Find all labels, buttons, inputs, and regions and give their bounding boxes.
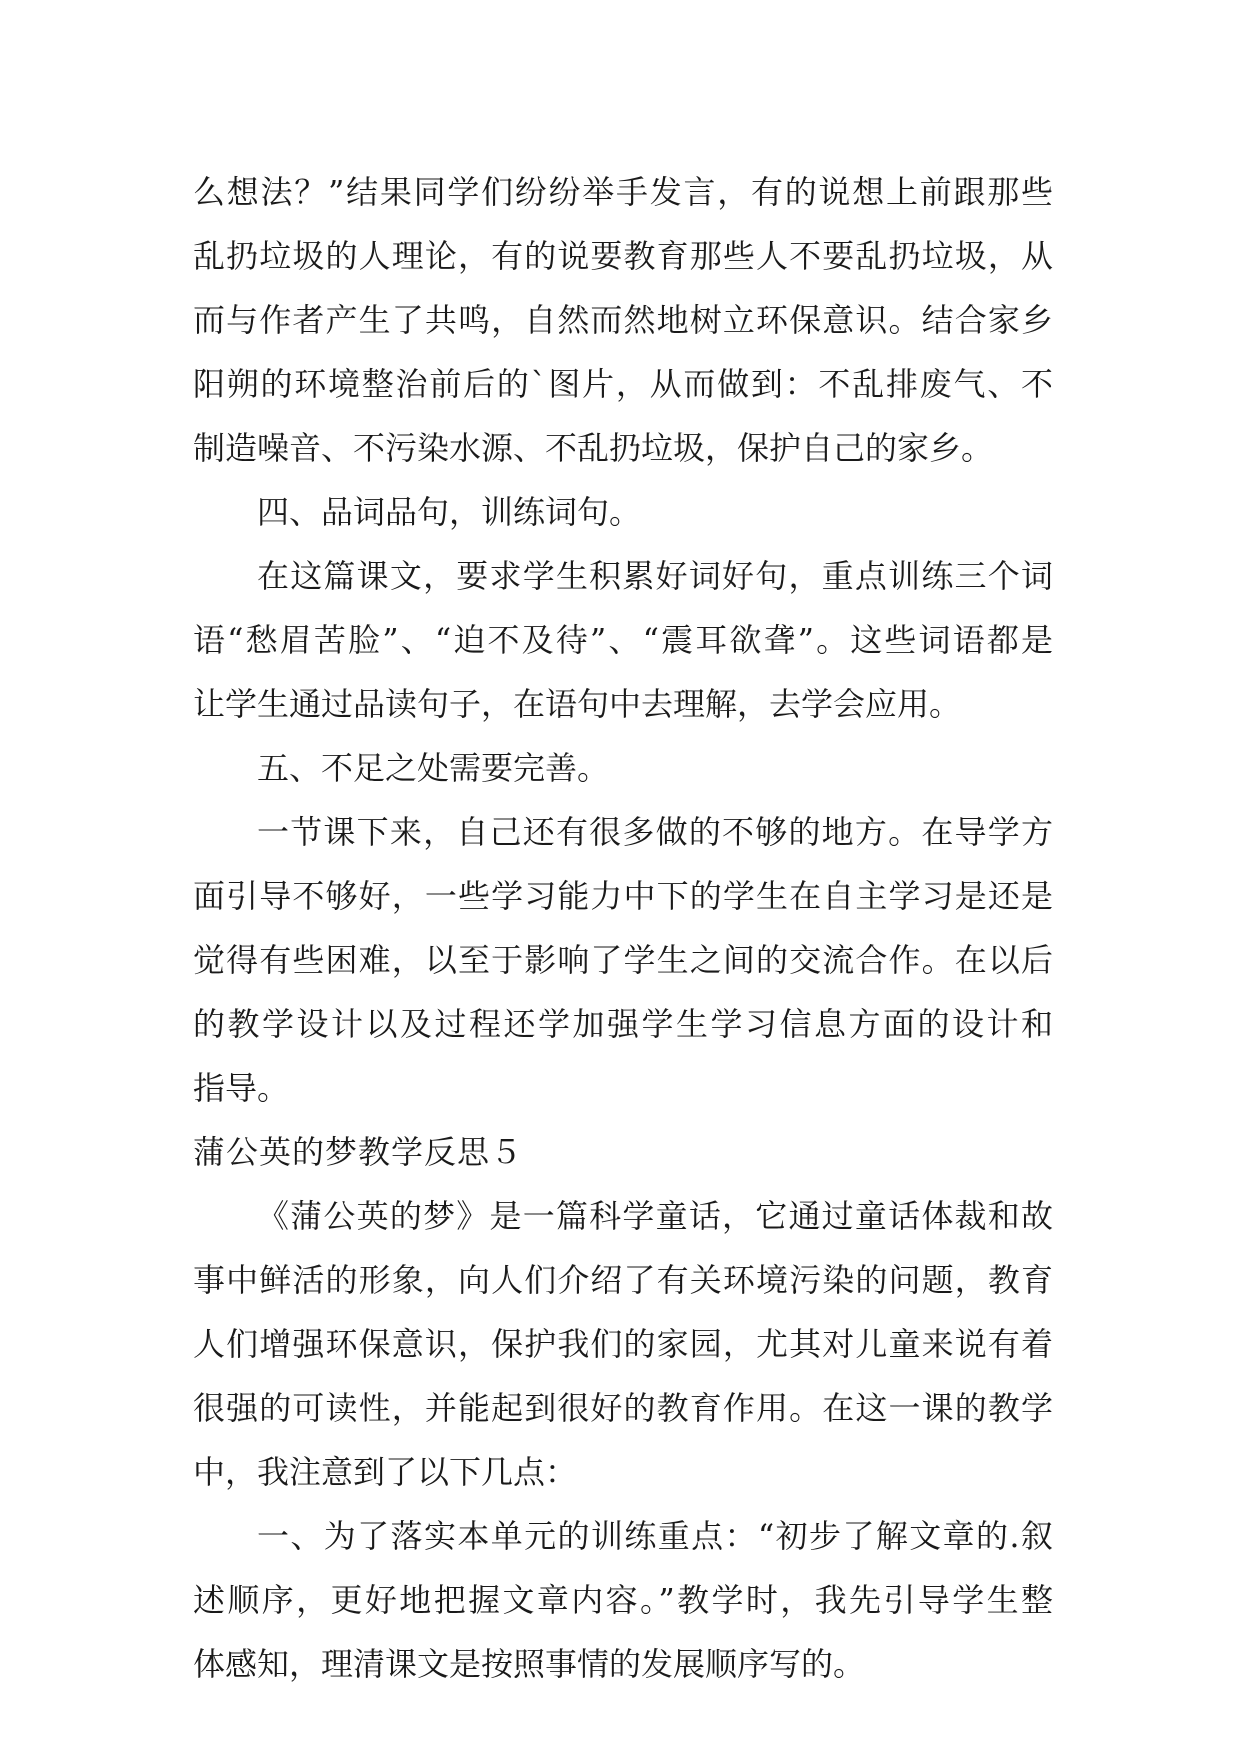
section-heading: [193, 480, 1053, 544]
text-line: 让学生通过品读句子，在语句中去理解，去学会应用。: [193, 685, 962, 723]
title-text: 蒲公英的梦教学反思５: [193, 1133, 524, 1171]
paragraph: [193, 1504, 1053, 1696]
text-line: 而与作者产生了共鸣，自然而然地树立环保意识。结合家乡: [193, 301, 1053, 339]
text-line: 一、为了落实本单元的训练重点：“初步了解文章的.叙: [257, 1517, 1053, 1555]
paragraph: [193, 1184, 1053, 1504]
document-page: [193, 160, 1053, 1696]
text-line: 中，我注意到了以下几点：: [193, 1453, 578, 1491]
paragraph: [193, 544, 1053, 736]
text-line: 觉得有些困难，以至于影响了学生之间的交流合作。在以后: [193, 941, 1053, 979]
text-line: 制造噪音、不污染水源、不乱扔垃圾，保护自己的家乡。: [193, 429, 994, 467]
text-line: 阳朔的环境整治前后的`图片，从而做到：不乱排废气、不: [193, 365, 1053, 403]
paragraph: [193, 160, 1053, 480]
text-line: 人们增强环保意识，保护我们的家园，尤其对儿童来说有着: [193, 1325, 1053, 1363]
text-line: 体感知，理清课文是按照事情的发展顺序写的。: [193, 1645, 866, 1683]
paragraph: [193, 800, 1053, 1120]
text-line: 事中鲜活的形象，向人们介绍了有关环境污染的问题，教育: [193, 1261, 1053, 1299]
text-line: 的教学设计以及过程还学加强学生学习信息方面的设计和: [193, 1005, 1053, 1043]
text-line: 《蒲公英的梦》是一篇科学童话，它通过童话体裁和故: [257, 1197, 1053, 1235]
section-heading: [193, 736, 1053, 800]
text-line: 乱扔垃圾的人理论，有的说要教育那些人不要乱扔垃圾，从: [193, 237, 1053, 275]
text-line: 很强的可读性，并能起到很好的教育作用。在这一课的教学: [193, 1389, 1053, 1427]
text-line: 在这篇课文，要求学生积累好词好句，重点训练三个词: [257, 557, 1053, 595]
text-line: 述顺序，更好地把握文章内容。”教学时，我先引导学生整: [193, 1581, 1053, 1619]
text-line: 语“愁眉苦脸”、“迫不及待”、“震耳欲聋”。这些词语都是: [193, 621, 1053, 659]
text-line: 面引导不够好，一些学习能力中下的学生在自主学习是还是: [193, 877, 1053, 915]
article-title: [193, 1120, 1053, 1184]
text-line: 指导。: [193, 1069, 290, 1107]
text-line: 五、不足之处需要完善。: [257, 749, 610, 787]
text-line: 么想法？”结果同学们纷纷举手发言，有的说想上前跟那些: [193, 173, 1053, 211]
text-line: 一节课下来，自己还有很多做的不够的地方。在导学方: [257, 813, 1053, 851]
text-line: 四、品词品句，训练词句。: [257, 493, 642, 531]
